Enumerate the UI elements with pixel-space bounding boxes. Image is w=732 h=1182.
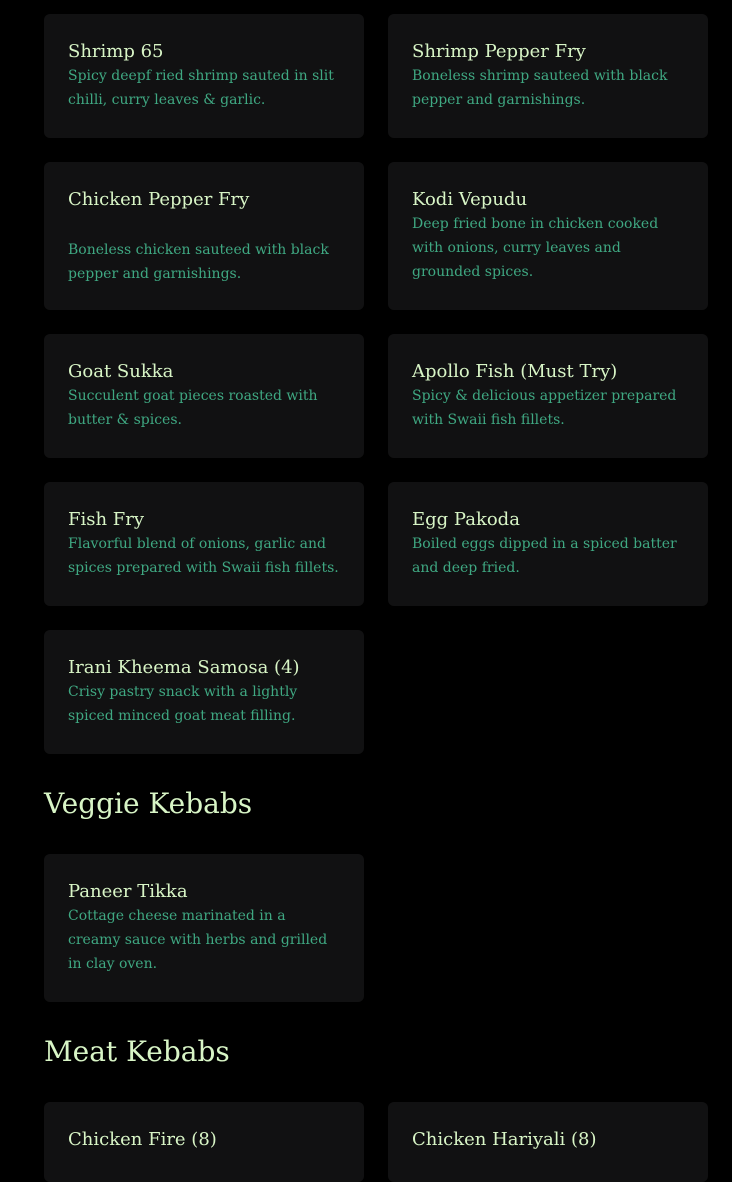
menu-item-description: Crisy pastry snack with a lightly spiced minced goat meat filling. <box>68 684 298 724</box>
menu-item-card <box>388 1102 708 1182</box>
menu-item-description: Boneless chicken sauteed with black pepper and garnishings. <box>68 242 329 282</box>
menu-item-description: Cottage cheese marinated in a creamy sauce with herbs and grilled in clay oven. <box>68 908 328 972</box>
menu-item-name: Irani Kheema Samosa (4) <box>68 657 300 678</box>
menu-item-name: Apollo Fish (Must Try) <box>412 361 618 382</box>
menu-item-card <box>388 334 708 458</box>
menu-item-card <box>44 482 364 606</box>
menu-item-name: Egg Pakoda <box>412 509 520 530</box>
menu-item-description: Succulent goat pieces roasted with butter & spices. <box>68 388 318 428</box>
menu-item-name: Goat Sukka <box>68 361 174 382</box>
menu-item-name: Chicken Pepper Fry <box>68 189 250 210</box>
menu-item-name: Chicken Hariyali (8) <box>412 1129 597 1150</box>
menu-item-card <box>44 162 364 310</box>
menu-item-card <box>388 162 708 310</box>
menu-item-card <box>44 14 364 138</box>
menu-item-name: Shrimp 65 <box>68 41 164 62</box>
menu-item-card <box>388 482 708 606</box>
menu-item-card <box>44 630 364 754</box>
menu-item-card <box>44 1102 364 1182</box>
section-title-veggie-kebabs: Veggie Kebabs <box>44 787 253 820</box>
menu-item-card <box>44 334 364 458</box>
section-title-meat-kebabs: Meat Kebabs <box>44 1035 230 1068</box>
menu-item-description: Spicy & delicious appetizer prepared with Swaii fish fillets. <box>412 388 677 428</box>
menu-item-description: Spicy deepf ried shrimp sauted in slit chilli, curry leaves & garlic. <box>68 68 334 108</box>
menu-item-name: Paneer Tikka <box>68 881 188 902</box>
menu-item-name: Chicken Fire (8) <box>68 1129 217 1150</box>
menu-item-name: Shrimp Pepper Fry <box>412 41 586 62</box>
menu-item-card <box>44 854 364 1002</box>
menu-item-name: Kodi Vepudu <box>412 189 528 210</box>
menu-item-description: Boneless shrimp sauteed with black pepper and garnishings. <box>412 68 668 108</box>
menu-item-name: Fish Fry <box>68 509 145 530</box>
menu-item-description: Deep fried bone in chicken cooked with onions, curry leaves and grounded spices. <box>412 216 659 280</box>
menu-item-card <box>388 14 708 138</box>
menu-item-description: Flavorful blend of onions, garlic and spices prepared with Swaii fish fillets. <box>68 536 339 576</box>
menu-item-description: Boiled eggs dipped in a spiced batter and deep fried. <box>412 536 677 576</box>
